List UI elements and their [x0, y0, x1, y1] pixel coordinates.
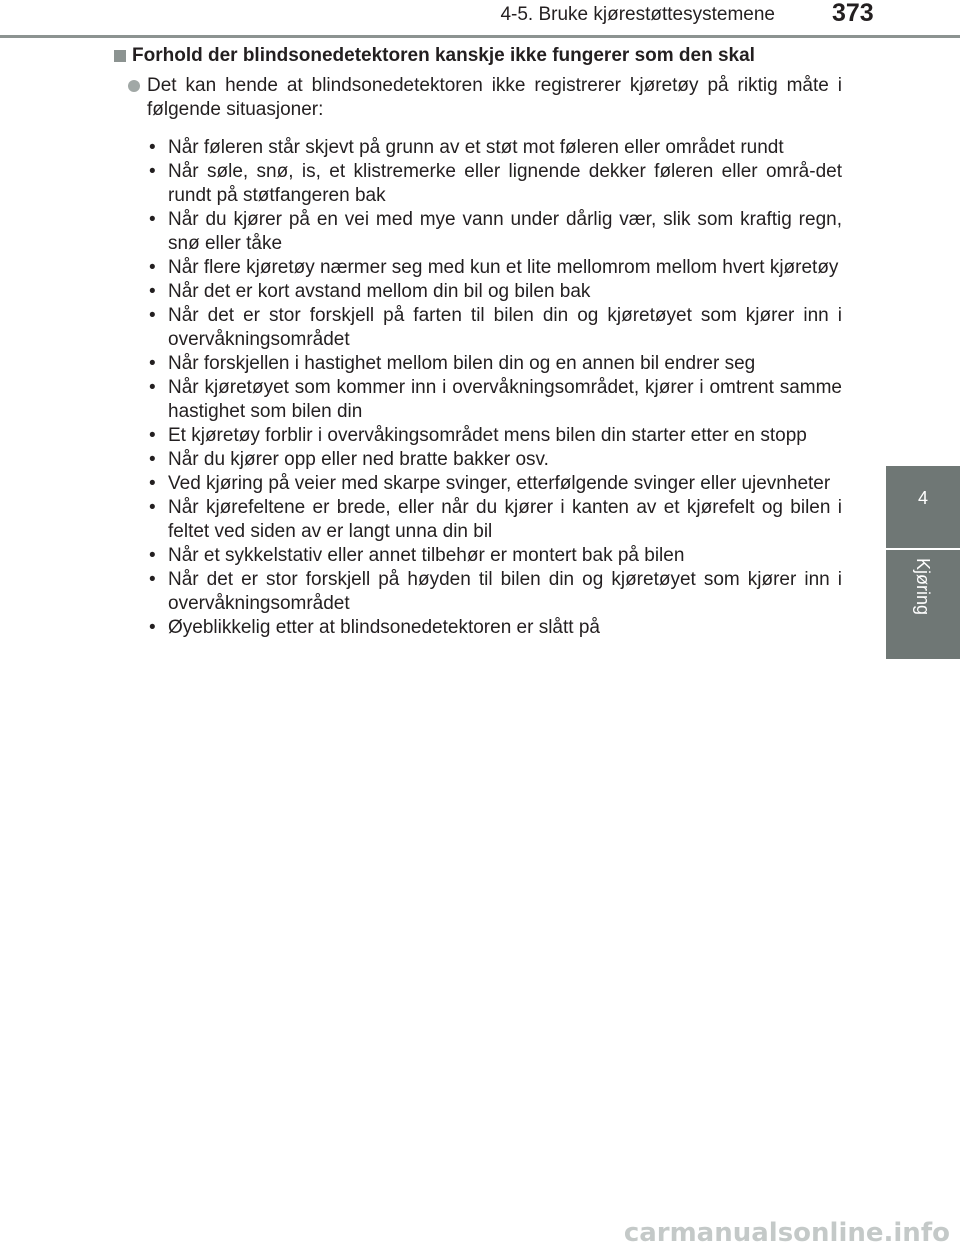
page-number: 373	[832, 0, 874, 27]
chapter-tab	[886, 466, 960, 659]
page-header	[0, 0, 960, 40]
chapter-title: Kjøring	[913, 558, 933, 616]
main-content	[110, 44, 842, 640]
list-item: • Når det er stor forskjell på høyden til bilen din og kjøretøyet som kjører inn i overvåkningsområdet	[148, 568, 842, 616]
intro-paragraph	[127, 74, 842, 122]
list-item: • Når det er kort avstand mellom din bil og bilen bak	[148, 280, 842, 304]
section-heading	[110, 44, 842, 68]
situation-list	[110, 136, 842, 640]
chapter-tab-divider	[886, 548, 960, 550]
list-item: • Når kjøretøyet som kommer inn i overvåkningsområdet, kjører i omtrent samme hastighet som bilen din	[148, 376, 842, 424]
list-item: • Når kjørefeltene er brede, eller når du kjører i kanten av et kjørefelt og bilen i feltet ved siden av er langt unna din bil	[148, 496, 842, 544]
list-item: • Når et sykkelstativ eller annet tilbehør er montert bak på bilen	[148, 544, 842, 568]
section-title: 4-5. Bruke kjørestøttesystemene	[500, 4, 775, 25]
watermark-logo: carmanualsonline.info	[623, 1218, 950, 1248]
list-item: • Når du kjører på en vei med mye vann under dårlig vær, slik som kraftig regn, snø eller tåke	[148, 208, 842, 256]
list-item: • Når du kjører opp eller ned bratte bakker osv.	[148, 448, 842, 472]
list-item: • Når forskjellen i hastighet mellom bilen din og en annen bil endrer seg	[148, 352, 842, 376]
list-item: • Når det er stor forskjell på farten til bilen din og kjøretøyet som kjører inn i overvåkningsområdet	[148, 304, 842, 352]
list-item: • Et kjøretøy forblir i overvåkingsområdet mens bilen din starter etter en stopp	[148, 424, 842, 448]
list-item: • Ved kjøring på veier med skarpe svinger, etterfølgende svinger eller ujevnheter	[148, 472, 842, 496]
section-heading-text: Forhold der blindsonedetektoren kanskje ikke fungerer som den skal	[132, 45, 755, 66]
round-bullet-icon	[128, 80, 140, 92]
list-item: • Når flere kjøretøy nærmer seg med kun et lite mellomrom mellom hvert kjøretøy	[148, 256, 842, 280]
chapter-number: 4	[917, 488, 928, 508]
list-item: • Øyeblikkelig etter at blindsonedetektoren er slått på	[148, 616, 842, 640]
list-item: • Når føleren står skjevt på grunn av et støt mot føleren eller området rundt	[148, 136, 842, 160]
intro-text: Det kan hende at blindsonedetektoren ikke registrerer kjøretøy på riktig måte i følgende situasjoner:	[147, 75, 842, 120]
list-item: • Når søle, snø, is, et klistremerke eller lignende dekker føleren eller områ-det rundt på støtfangeren bak	[148, 160, 842, 208]
header-divider	[0, 35, 960, 38]
square-bullet-icon	[114, 50, 126, 62]
